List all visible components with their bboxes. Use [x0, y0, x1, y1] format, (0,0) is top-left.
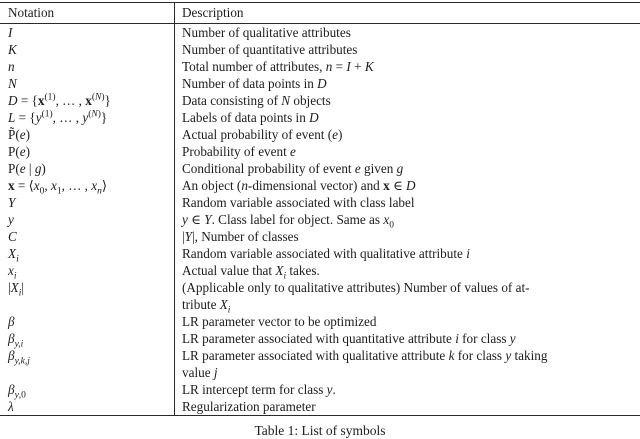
- description-cell: |Y|, Number of classes: [175, 228, 640, 245]
- table-row: [0, 245, 640, 262]
- notation-cell: $\beta_{y,0}$: [0, 381, 175, 398]
- table-row: [0, 279, 640, 313]
- table-header: [0, 3, 640, 24]
- notation-cell: C: [0, 228, 175, 245]
- notation-cell: $L = \{y^{(1)}$, … , $y^{(N)}$}: [0, 109, 175, 126]
- table-row: [0, 109, 640, 126]
- description-cell: An object (n-dimensional vector) and x ∈ D: [175, 177, 640, 194]
- notation-table: [0, 2, 640, 416]
- notation-cell: $\beta_{y,i}$: [0, 330, 175, 347]
- table-row: [0, 126, 640, 143]
- table-row: [0, 313, 640, 330]
- table-row: [0, 398, 640, 416]
- notation-cell: K: [0, 41, 175, 58]
- table-row: [0, 41, 640, 58]
- table-caption: Table 1: List of symbols: [0, 423, 640, 439]
- description-cell: Actual value that $X_i$ takes.: [175, 262, 640, 279]
- description-cell: Random variable associated with class label: [175, 194, 640, 211]
- notation-cell: β: [0, 313, 175, 330]
- table-row: [0, 330, 640, 347]
- notation-cell: $X_i$: [0, 245, 175, 262]
- notation-cell: I: [0, 24, 175, 42]
- notation-cell: $D = \{x^{(1)}$, … , $x^{(N)}$}: [0, 92, 175, 109]
- notation-cell: N: [0, 75, 175, 92]
- table-row: [0, 347, 640, 381]
- table-row: [0, 143, 640, 160]
- table-body: [0, 24, 640, 416]
- description-cell: Random variable associated with qualitative attribute i: [175, 245, 640, 262]
- table-row: [0, 177, 640, 194]
- description-cell: Actual probability of event (e): [175, 126, 640, 143]
- table-row: [0, 228, 640, 245]
- description-cell: LR intercept term for class y.: [175, 381, 640, 398]
- description-cell: y ∈ Y. Class label for object. Same as $x_0$: [175, 211, 640, 228]
- table-row: [0, 381, 640, 398]
- notation-cell: $\beta_{y,k,j}$: [0, 347, 175, 381]
- column-header-description: Description: [175, 3, 640, 24]
- notation-cell: Y: [0, 194, 175, 211]
- description-cell: Number of quantitative attributes: [175, 41, 640, 58]
- description-cell: LR parameter associated with quantitative attribute i for class y: [175, 330, 640, 347]
- description-cell: Probability of event e: [175, 143, 640, 160]
- description-cell: (Applicable only to qualitative attributes) Number of values of at- tribute $X_i$: [175, 279, 640, 313]
- column-header-notation: Notation: [0, 3, 175, 24]
- table-row: [0, 58, 640, 75]
- description-cell: Number of qualitative attributes: [175, 24, 640, 42]
- notation-cell: P(e | g): [0, 160, 175, 177]
- header-row: [0, 3, 640, 24]
- notation-cell: P̃(e): [0, 126, 175, 143]
- table-row: [0, 24, 640, 42]
- table-row: [0, 75, 640, 92]
- table-row: [0, 92, 640, 109]
- description-cell: Regularization parameter: [175, 398, 640, 416]
- table-row: [0, 262, 640, 279]
- description-cell: Data consisting of N objects: [175, 92, 640, 109]
- description-cell: Labels of data points in D: [175, 109, 640, 126]
- table-row: [0, 160, 640, 177]
- notation-cell: n: [0, 58, 175, 75]
- table-row: [0, 211, 640, 228]
- notation-cell: λ: [0, 398, 175, 416]
- notation-cell: P(e): [0, 143, 175, 160]
- notation-cell: $x_i$: [0, 262, 175, 279]
- notation-cell: $|X_i|$: [0, 279, 175, 313]
- notation-cell: y: [0, 211, 175, 228]
- description-cell: Conditional probability of event e given g: [175, 160, 640, 177]
- description-cell: LR parameter vector to be optimized: [175, 313, 640, 330]
- description-cell: LR parameter associated with qualitative attribute k for class y taking value j: [175, 347, 640, 381]
- description-cell: Total number of attributes, n = I + K: [175, 58, 640, 75]
- description-cell: Number of data points in D: [175, 75, 640, 92]
- table-row: [0, 194, 640, 211]
- notation-cell: $x = ⟨x_0$, $x_1$, … , $x_n⟩$: [0, 177, 175, 194]
